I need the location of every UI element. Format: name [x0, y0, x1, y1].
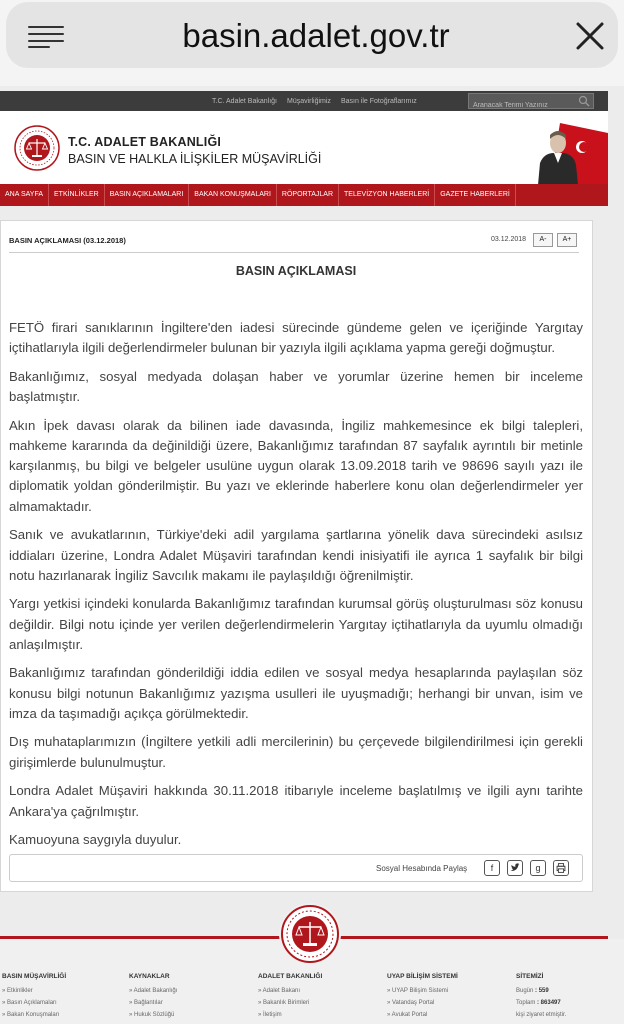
footer-link[interactable]: » Hukuk Sözlüğü — [129, 1012, 175, 1018]
topbar-link-photos[interactable]: Basın ile Fotoğraflarımız — [340, 97, 417, 105]
menu-icon[interactable] — [28, 24, 64, 48]
article-body — [9, 318, 583, 859]
org-name: T.C. ADALET BAKANLIĞI — [68, 135, 222, 149]
font-increase-button[interactable]: A+ — [557, 233, 577, 247]
footer-link[interactable]: » Etkinlikler — [2, 988, 33, 994]
facebook-icon[interactable]: f — [484, 860, 500, 876]
nav-interviews[interactable]: RÖPORTAJLAR — [277, 184, 339, 206]
article-headline: BASIN AÇIKLAMASI — [235, 264, 357, 278]
footer-column-title: UYAP BİLİŞİM SİSTEMİ — [387, 973, 458, 980]
print-icon[interactable] — [553, 860, 569, 876]
browser-bar — [0, 0, 624, 86]
share-label: Sosyal Hesabında Paylaş — [376, 864, 468, 873]
article-header — [9, 231, 579, 253]
footer-column-press — [2, 973, 66, 1021]
topbar-links — [212, 91, 417, 111]
footer-column-ministry — [258, 973, 322, 1021]
footer-link[interactable]: » UYAP Bilişim Sistemi — [387, 988, 449, 994]
nav-home[interactable]: ANA SAYFA — [0, 184, 49, 206]
twitter-icon[interactable] — [507, 860, 523, 876]
topbar-link-ministry[interactable]: T.C. Adalet Bakanlığı — [212, 97, 277, 105]
nav-minister-speeches[interactable]: BAKAN KONUŞMALARI — [189, 184, 277, 206]
footer-seal-icon[interactable] — [278, 902, 342, 966]
article-paragraph: Sanık ve avukatlarının, Türkiye'deki adil yargılama şartlarına yönelik dava sürecindeki asılsız iddiaları üzerine, Londra Adalet Müşaviri tarafından kendi inisiyatifi ile ayrıca 1 sayfalık bir bilgi notu hazırlanarak İngiliz Savcılık makamı ile paylaşıldığı öğrenilmiştir. — [9, 527, 583, 583]
search-icon[interactable] — [578, 95, 590, 107]
footer-link[interactable]: » Bakanlık Birimleri — [258, 1000, 310, 1006]
article-paragraph: Londra Adalet Müşaviri hakkında 30.11.2018 itibarıyle inceleme başlatılmış ve ilgili aynı tarihte Ankara'ya çağrılmıştır. — [9, 783, 583, 819]
close-icon[interactable] — [574, 20, 606, 52]
portrait-flag-icon — [520, 123, 608, 185]
article-paragraph: FETÖ firari sanıklarının İngiltere'den iadesi sürecinde gündeme gelen ve içeriğinde Yargıtay içtihatlarıyla ilgili değerlendirmeler bulunan bir yazıyla ilgili açıklama yapma gereği doğmuştur. — [9, 320, 583, 356]
article-paragraph: Yargı yetkisi içindeki konularda Bakanlığımız tarafından kurumsal görüş oluşturulması söz konusu değildir. Bilgi notu içinde yer verilen değerlendirmelerin Yargıtay içtihatlarıyla da uyumlu olmadığı anlaşılmıştır. — [9, 596, 583, 652]
nav-tv-news[interactable]: TELEVİZYON HABERLERİ — [339, 184, 435, 206]
footer-link[interactable]: » Vatandaş Portal — [387, 1000, 435, 1006]
stats-visitors: kişi ziyaret etmiştir. — [516, 1012, 567, 1018]
site-header — [0, 111, 608, 184]
article-paragraph: Akın İpek davası olarak da bilinen iade davasında, İngiliz mahkemesince ek bilgi talepleri, mahkeme kararında da değinildiği üzere, Bakanlığımız tarafından 87 sayfalık ayrıntılı bir metinle karşılanmış, bu bilgi ve belgeler usulüne uygun olarak 13.09.2018 tarih ve 98696 sayılı yazı ile diplomatik yoldan gönderilmiştir. Bu yazı ve eklerinde haberlere konu olan değerlendirmeler yer almamaktadır. — [9, 417, 583, 514]
footer-column-title: BASIN MÜŞAVİRLİĞİ — [2, 973, 67, 980]
site-topbar — [0, 91, 608, 111]
article-card — [0, 220, 593, 892]
stats-total: Toplam : 863497 — [516, 1000, 561, 1006]
article-date: 03.12.2018 — [491, 236, 527, 243]
ministry-seal-icon[interactable] — [14, 125, 60, 171]
footer-link[interactable]: » Basın Açıklamaları — [2, 1000, 57, 1006]
nav-newspaper-news[interactable]: GAZETE HABERLERİ — [435, 184, 516, 206]
org-subtitle: BASIN VE HALKLA İLİŞKİLER MÜŞAVİRLİĞİ — [68, 152, 322, 166]
article-crumb-title: BASIN AÇIKLAMASI (03.12.2018) — [9, 236, 126, 245]
footer-column-title: ADALET BAKANLIĞI — [258, 973, 323, 980]
footer-link[interactable]: » Adalet Bakanlığı — [129, 988, 178, 994]
font-decrease-button[interactable]: A- — [533, 233, 553, 247]
article-paragraph: Bakanlığımız tarafından gönderildiği iddia edilen ve sosyal medya hesaplarında paylaşılan söz konusu bilgi notunun Bakanlığımız yazışma usulleri ile uyuşmadığı; herhangi bir unvan, isim ve imza da taşımadığı açıkça görülmektedir. — [9, 665, 583, 721]
footer-link[interactable]: » Adalet Bakanı — [258, 988, 301, 994]
footer-link[interactable]: » Bakan Konuşmaları — [2, 1012, 60, 1018]
topbar-link-office[interactable]: Müşavirliğimiz — [286, 97, 331, 105]
main-nav — [0, 184, 608, 206]
footer-stats — [516, 973, 566, 1021]
search-box — [468, 93, 594, 109]
google-plus-icon[interactable]: g — [530, 860, 546, 876]
footer-link[interactable]: » Bağlantılar — [129, 1000, 163, 1006]
footer-link[interactable]: » İletişim — [258, 1012, 282, 1018]
footer-column-title: KAYNAKLAR — [129, 973, 170, 980]
footer-link[interactable]: » Avukat Portal — [387, 1012, 428, 1018]
share-bar — [9, 854, 583, 882]
article-paragraph: Bakanlığımız, sosyal medyada dolaşan haber ve yorumlar üzerine hemen bir inceleme başlatmıştır. — [9, 368, 583, 405]
url-text[interactable]: basin.adalet.gov.tr — [182, 17, 450, 54]
article-paragraph: Dış muhataplarımızın (İngiltere yetkili adli mercilerinin) bu çerçevede bilgilendirilmesi için gerekli girişimlerde bulunulmuştur. — [9, 734, 583, 770]
footer-stats-title: SİTEMİZİ — [516, 973, 544, 980]
nav-events[interactable]: ETKİNLİKLER — [49, 184, 105, 206]
article-paragraph: Kamuoyuna saygıyla duyulur. — [9, 832, 182, 848]
footer-column-uyap — [387, 973, 458, 1021]
stats-today: Bugün : 559 — [516, 988, 549, 994]
address-bar[interactable] — [6, 2, 618, 68]
footer-column-resources — [129, 973, 177, 1021]
nav-press-releases[interactable]: BASIN AÇIKLAMALARI — [105, 184, 190, 206]
